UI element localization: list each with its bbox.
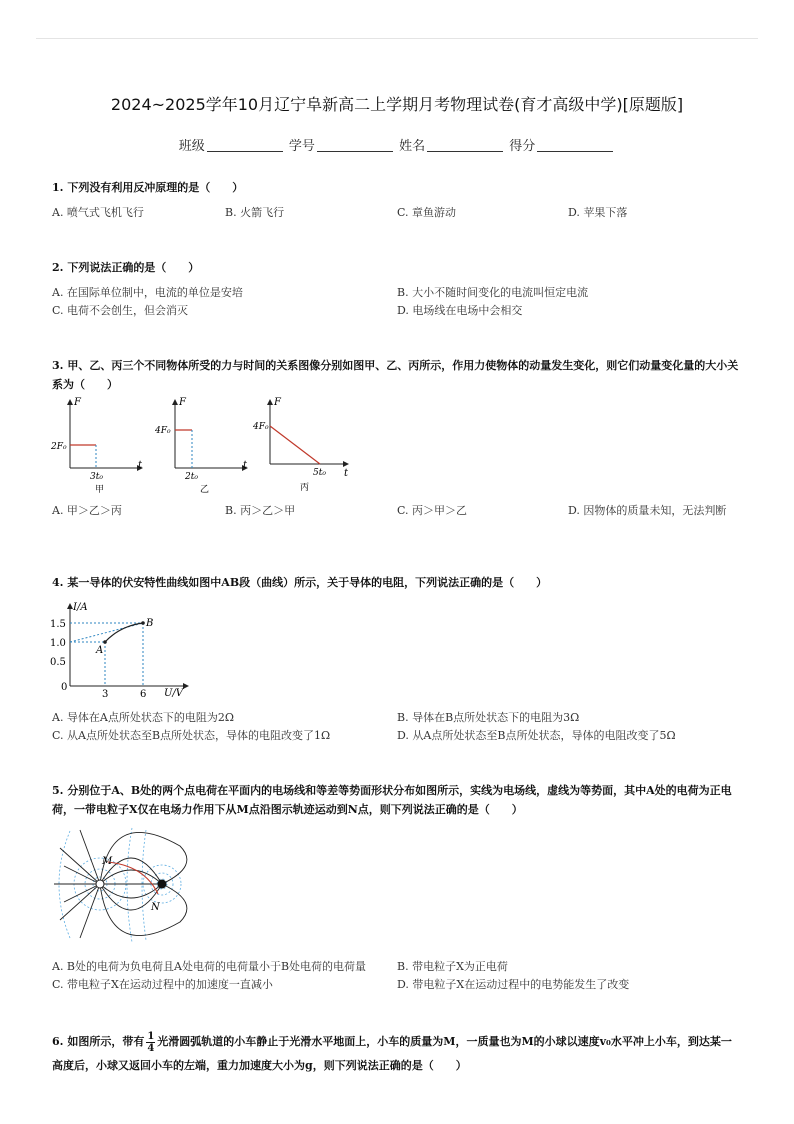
jia-time-label: 3t₀	[90, 472, 103, 482]
q5-option-d[interactable]: D. 带电粒子X在运动过程中的电势能发生了改变	[397, 978, 630, 991]
q4-option-b[interactable]: B. 导体在B点所处状态下的电阻为3Ω	[397, 711, 580, 724]
name-label: 姓名	[399, 139, 426, 154]
id-label: 学号	[288, 139, 315, 154]
svg-text:t: t	[243, 460, 248, 471]
iv-point-b: B	[146, 618, 154, 629]
iv-ytick-1-5: 1.5	[50, 619, 66, 630]
q6-stem-start: 6. 如图所示，带有	[52, 1035, 145, 1048]
student-info-line	[0, 135, 794, 154]
q3-option-d[interactable]: D. 因物体的质量未知，无法判断	[568, 504, 727, 517]
q3-option-a[interactable]: A. 甲＞乙＞丙	[52, 504, 122, 517]
iv-point-a: A	[96, 645, 104, 656]
jia-force-label: 2F₀	[51, 442, 67, 452]
q5-option-b[interactable]: B. 带电粒子X为正电荷	[397, 960, 508, 973]
q5-option-c[interactable]: C. 带电粒子X在运动过程中的加速度一直减小	[52, 978, 273, 991]
q1-option-c[interactable]: C. 章鱼游动	[397, 206, 457, 219]
force-time-graphs	[50, 396, 350, 496]
header-rule	[36, 38, 758, 39]
point-m-label: M	[102, 856, 113, 867]
svg-text:F: F	[179, 397, 186, 408]
iv-ytick-1-0: 1.0	[50, 638, 66, 649]
q6-frac-num: 1	[147, 1030, 155, 1042]
q4-option-c[interactable]: C. 从A点所处状态至B点所处状态，导体的电阻改变了1Ω	[52, 729, 331, 742]
question-3-stem: 3. 甲、乙、丙三个不同物体所受的力与时间的关系图像分别如图甲、乙、丙所示，作用力使物体的动量发生变化，则它们动量变化量的大小关系为（ ）	[52, 359, 739, 391]
svg-text:F: F	[74, 397, 81, 408]
class-blank[interactable]	[207, 151, 283, 152]
q1-option-b[interactable]: B. 火箭飞行	[225, 206, 285, 219]
q2-option-a[interactable]: A. 在国际单位制中，电流的单位是安培	[52, 286, 243, 299]
iv-xtick-3: 3	[102, 689, 109, 700]
svg-text:t: t	[138, 460, 143, 471]
graph-jia	[50, 397, 143, 495]
q6-fraction	[146, 1031, 155, 1054]
bing-time-label: 5t₀	[313, 468, 326, 478]
iv-xlabel: U/V	[164, 688, 184, 699]
charge-a	[96, 880, 104, 888]
jia-caption: 甲	[95, 485, 105, 495]
q3-option-c[interactable]: C. 丙＞甲＞乙	[397, 504, 468, 517]
iv-ylabel: I/A	[73, 602, 88, 613]
particle-trajectory	[108, 862, 158, 894]
yi-time-label: 2t₀	[185, 472, 198, 482]
q1-option-a[interactable]: A. 喷气式飞机飞行	[52, 206, 144, 219]
q5-option-a[interactable]: A. B处的电荷为负电荷且A处电荷的电荷量小于B处电荷的电荷量	[52, 960, 367, 973]
yi-caption: 乙	[200, 485, 210, 495]
iv-xtick-6: 6	[140, 689, 147, 700]
graph-bing	[252, 397, 349, 493]
q2-option-d[interactable]: D. 电场线在电场中会相交	[397, 304, 523, 317]
charge-b	[158, 880, 167, 889]
page-title: 2024~2025学年10月辽宁阜新高二上学期月考物理试卷(育才高级中学)[原题版]	[110, 95, 684, 114]
iv-origin: 0	[61, 682, 68, 693]
question-4-stem: 4. 某一导体的伏安特性曲线如图中AB段（曲线）所示，关于导体的电阻，下列说法正确的是（ ）	[52, 576, 548, 589]
q4-option-a[interactable]: A. 导体在A点所处状态下的电阻为2Ω	[52, 711, 234, 724]
svg-text:F: F	[274, 397, 281, 408]
electric-field-figure	[50, 826, 200, 946]
q6-stem-end: 光滑圆弧轨道的小车静止于光滑水平地面上，小车的质量为M，一质量也为M的小球以速度v₀水平冲上小车，到达某一高度后，小球又返回小车的左端，重力加速度大小为g，则下列说法正确的是（ ）	[52, 1035, 732, 1072]
q2-option-c[interactable]: C. 电荷不会创生，但会消灭	[52, 304, 189, 317]
bing-force-label: 4F₀	[253, 422, 269, 432]
svg-text:t: t	[344, 468, 349, 479]
iv-curve-ab	[105, 623, 143, 642]
score-label: 得分	[509, 139, 536, 154]
q3-option-b[interactable]: B. 丙＞乙＞甲	[225, 504, 296, 517]
iv-ytick-0-5: 0.5	[50, 657, 66, 668]
iv-graph	[48, 598, 198, 700]
point-n-label: N	[151, 902, 160, 913]
graph-yi	[154, 397, 248, 495]
score-blank[interactable]	[537, 151, 613, 152]
question-2-stem: 2. 下列说法正确的是（ ）	[52, 261, 200, 274]
name-blank[interactable]	[427, 151, 503, 152]
q1-option-d[interactable]: D. 苹果下落	[568, 206, 628, 219]
question-1-stem: 1. 下列没有利用反冲原理的是（ ）	[52, 181, 244, 194]
q2-option-b[interactable]: B. 大小不随时间变化的电流叫恒定电流	[397, 286, 589, 299]
id-blank[interactable]	[317, 151, 393, 152]
yi-force-label: 4F₀	[155, 426, 171, 436]
bing-caption: 丙	[300, 483, 310, 493]
q6-frac-den: 4	[147, 1042, 155, 1054]
q4-option-d[interactable]: D. 从A点所处状态至B点所处状态，导体的电阻改变了5Ω	[397, 729, 676, 742]
question-6-stem	[52, 1030, 742, 1078]
question-5-stem: 5. 分别位于A、B处的两个点电荷在平面内的电场线和等差等势面形状分布如图所示，实线为电场线，虚线为等势面，其中A处的电荷为正电荷，一带电粒子X仅在电场力作用下从M点沿图示轨迹运动到N点，则下列说法正确的是（ ）	[52, 784, 732, 816]
class-label: 班级	[178, 139, 205, 154]
